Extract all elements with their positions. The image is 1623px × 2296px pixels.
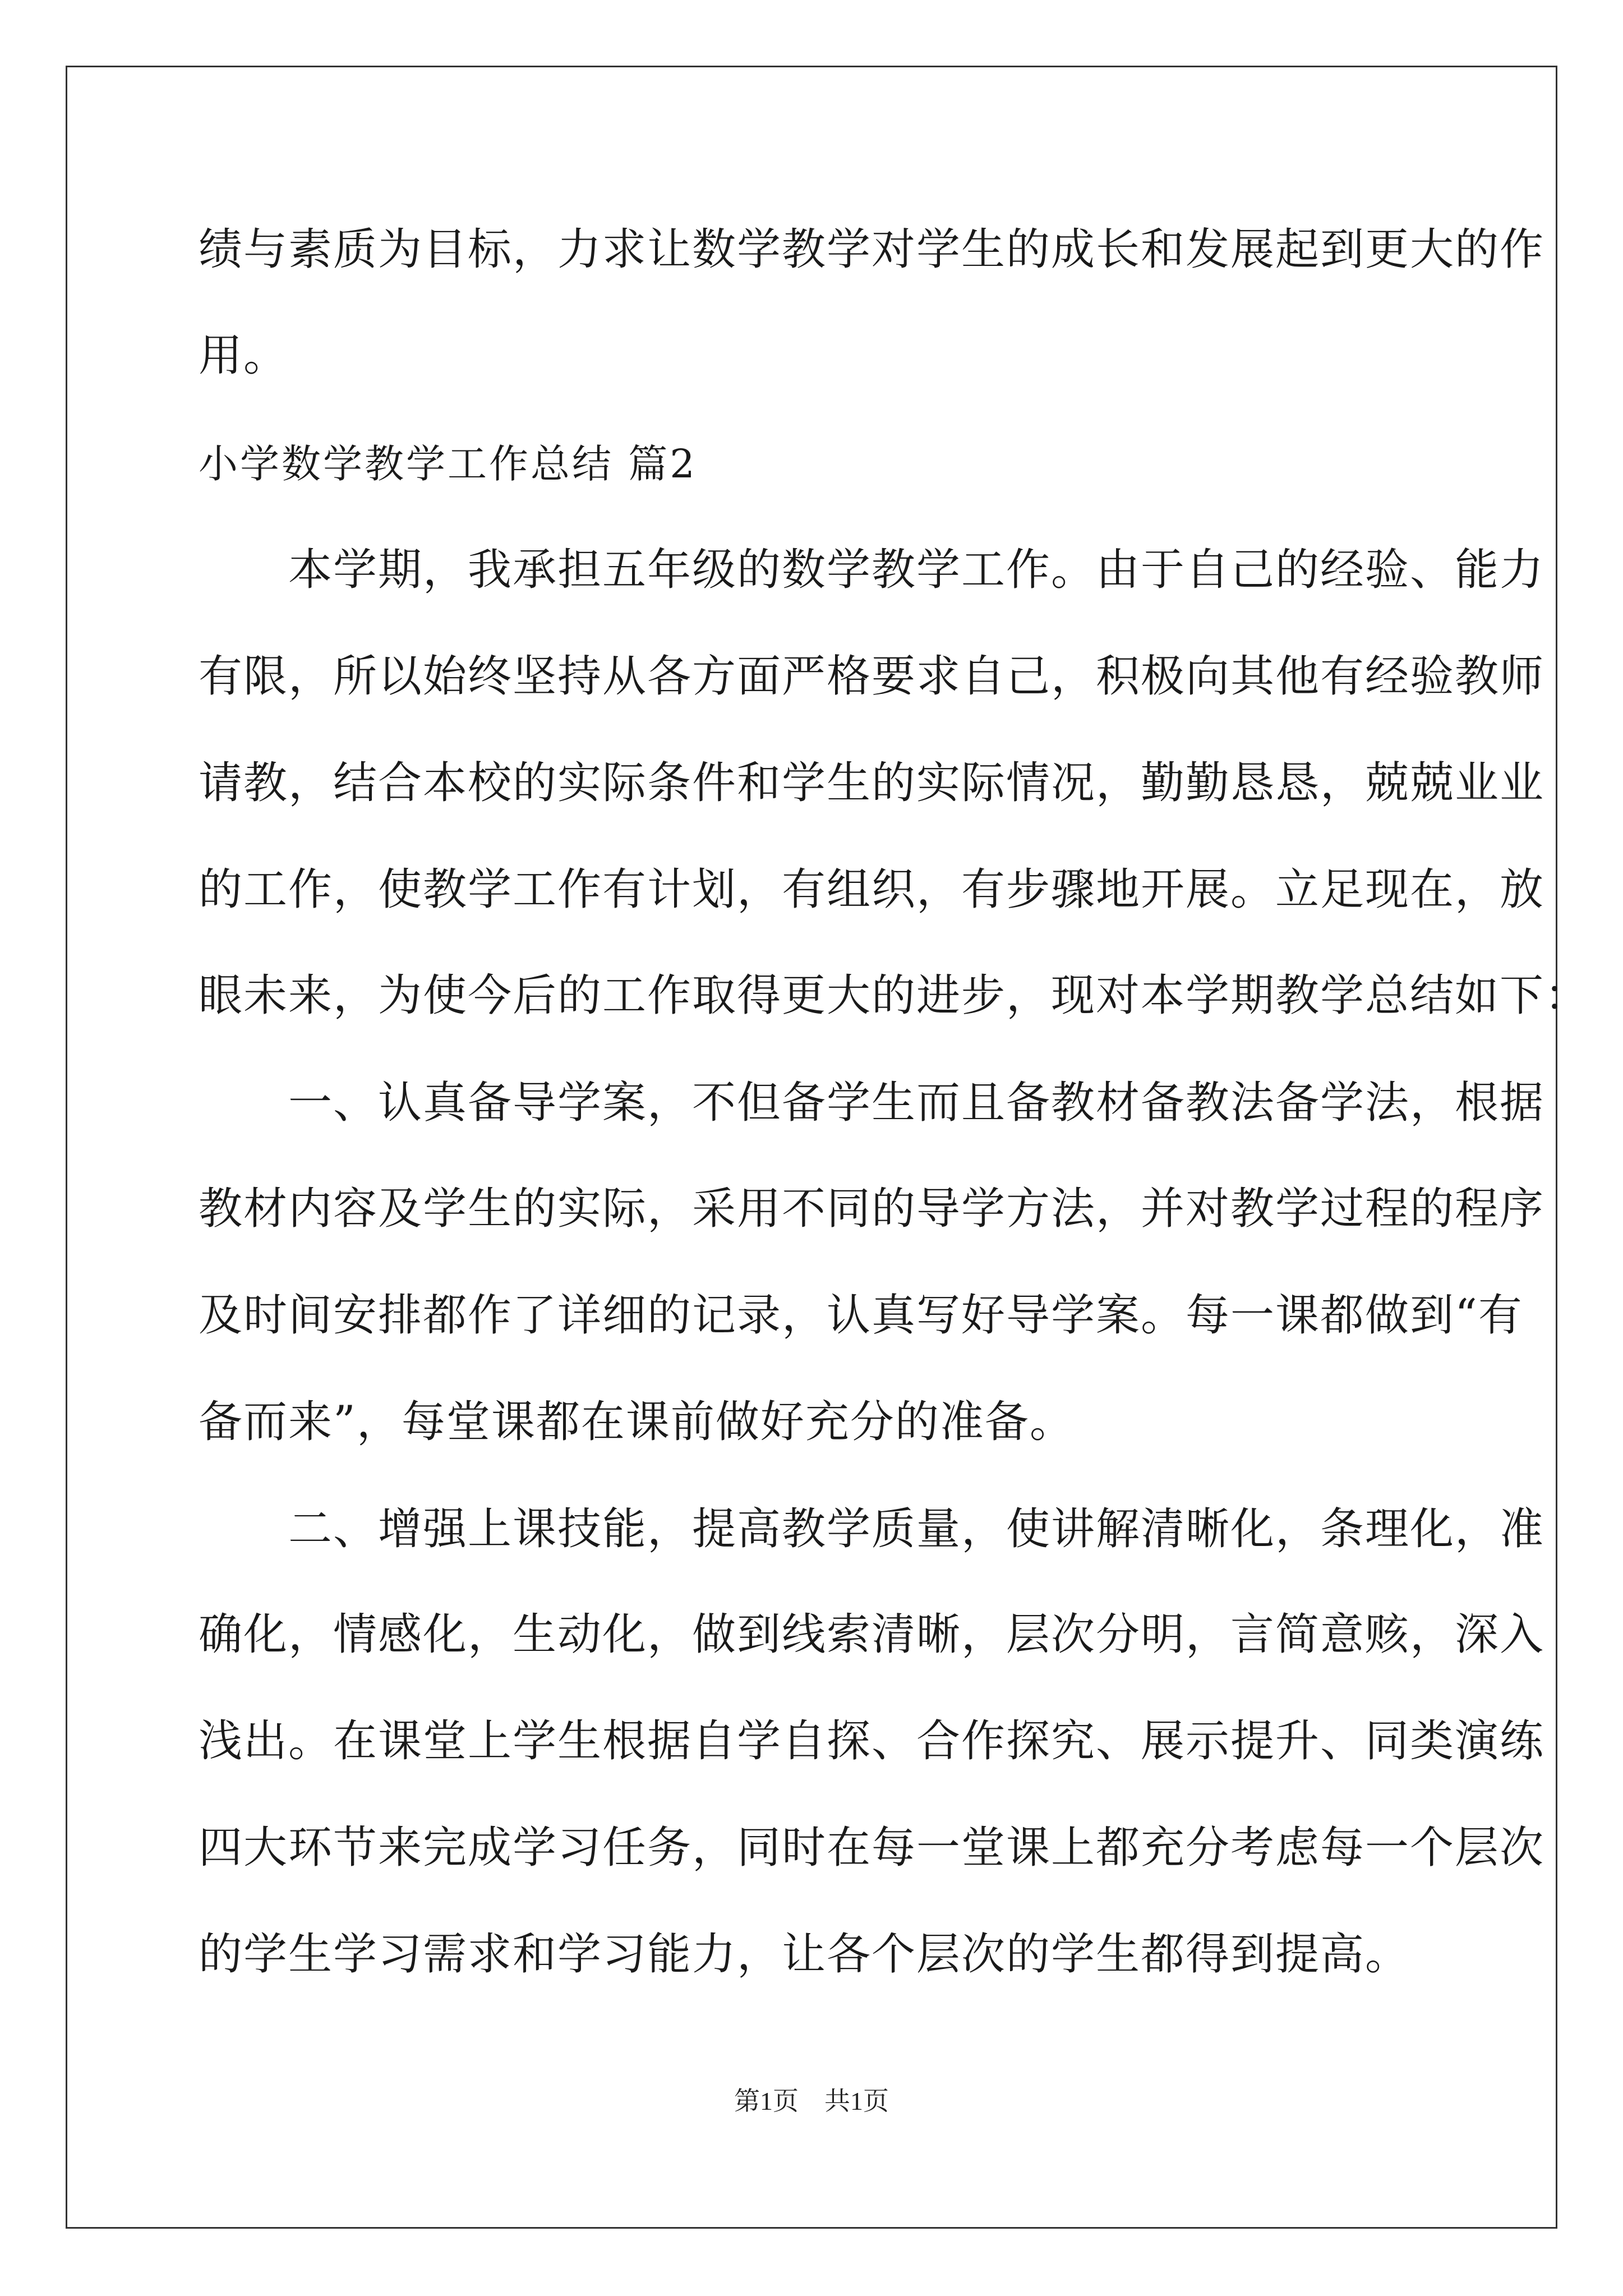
body-line: 二、增强上课技能，提高教学质量，使讲解清晰化，条理化，准 <box>199 1504 1545 1554</box>
body-line: 眼未来，为使今后的工作取得更大的进步，现对本学期教学总结如下： <box>199 970 1590 1021</box>
body-line: 浅出。在课堂上学生根据自学自探、合作探究、展示提升、同类演练 <box>199 1716 1545 1766</box>
body-line: 四大环节来完成学习任务，同时在每一堂课上都充分考虑每一个层次 <box>199 1823 1545 1873</box>
page-border <box>66 66 1557 2229</box>
body-line: 的学生学习需求和学习能力，让各个层次的学生都得到提高。 <box>199 1929 1410 1980</box>
body-line: 的工作，使教学工作有计划，有组织，有步骤地开展。立足现在，放 <box>199 864 1545 915</box>
body-line: 确化，情感化，生动化，做到线索清晰，层次分明，言简意赅，深入 <box>199 1609 1545 1660</box>
section-heading: 小学数学教学工作总结 篇2 <box>199 441 697 487</box>
body-line: 请教，结合本校的实际条件和学生的实际情况，勤勤恳恳，兢兢业业 <box>199 758 1545 808</box>
body-line: 备而来”，每堂课都在课前做好充分的准备。 <box>199 1397 1075 1447</box>
body-line: 绩与素质为目标，力求让数学教学对学生的成长和发展起到更大的作 <box>199 224 1545 275</box>
body-line: 本学期，我承担五年级的数学教学工作。由于自己的经验、能力 <box>199 545 1545 595</box>
body-line: 教材内容及学生的实际，采用不同的导学方法，并对教学过程的程序 <box>199 1184 1545 1234</box>
body-line: 及时间安排都作了详细的记录，认真写好导学案。每一课都做到“有 <box>199 1290 1523 1341</box>
page-footer: 第1页 共1页 <box>734 2087 889 2115</box>
body-line: 一、认真备导学案，不但备学生而且备教材备教法备学法，根据 <box>199 1078 1545 1128</box>
body-line: 用。 <box>199 330 289 381</box>
body-line: 有限，所以始终坚持从各方面严格要求自己，积极向其他有经验教师 <box>199 651 1545 702</box>
